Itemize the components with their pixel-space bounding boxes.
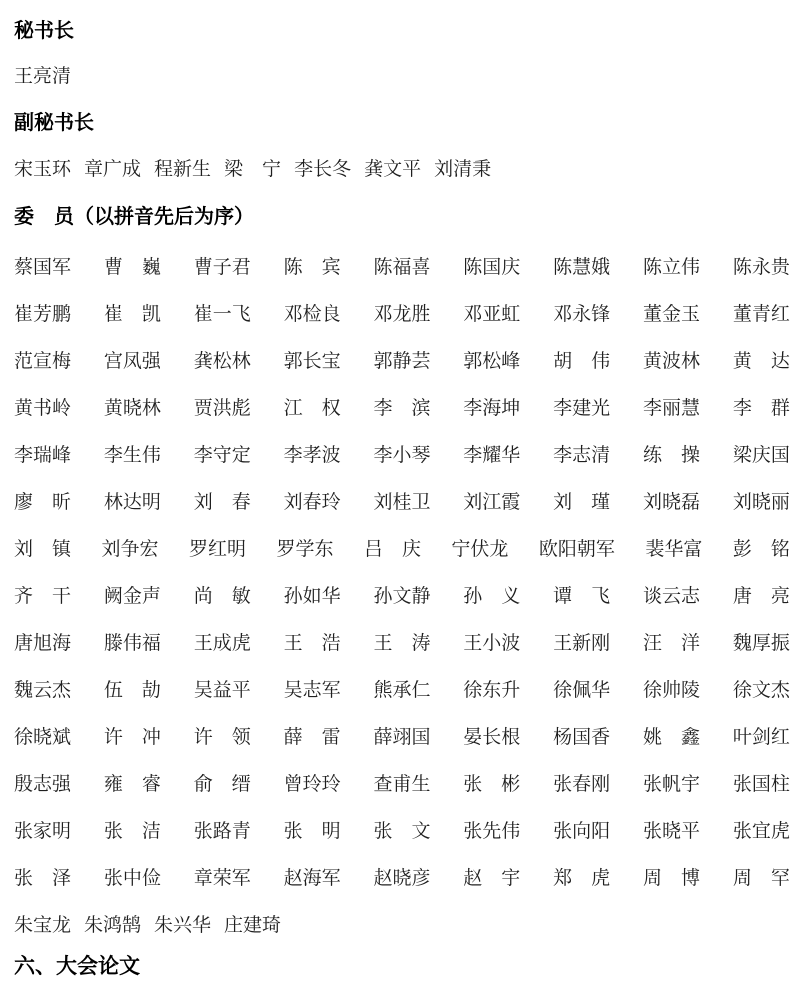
person-name: 王 浩 (283, 633, 341, 654)
person-name: 李海坤 (463, 398, 521, 419)
person-name: 刘争宏 (101, 539, 159, 560)
person-name: 陈福喜 (373, 257, 431, 278)
person-name: 李生伟 (103, 445, 161, 466)
person-name: 滕伟福 (103, 633, 161, 654)
person-name: 邓永锋 (553, 304, 611, 325)
person-name: 王小波 (463, 633, 521, 654)
person-name: 黄 达 (732, 351, 790, 372)
person-name: 刘江霞 (463, 492, 521, 513)
member-row (14, 383, 790, 430)
person-name: 朱鸿鹄 (84, 915, 142, 936)
person-name: 陈 宾 (283, 257, 341, 278)
person-name: 赵海军 (283, 868, 341, 889)
member-row (14, 336, 790, 383)
person-name: 唐 亮 (732, 586, 790, 607)
member-row (14, 524, 790, 571)
person-name: 张 泽 (14, 868, 72, 889)
member-row (14, 712, 790, 759)
person-name: 郭长宝 (283, 351, 341, 372)
person-name: 张向阳 (553, 821, 611, 842)
person-name: 王新刚 (553, 633, 611, 654)
person-name: 齐 干 (14, 586, 72, 607)
person-name: 章荣军 (193, 868, 251, 889)
person-name: 张 文 (373, 821, 431, 842)
person-name: 邓亚虹 (463, 304, 521, 325)
person-name: 庄建琦 (224, 915, 282, 936)
person-name: 郭静芸 (373, 351, 431, 372)
person-name: 叶剑红 (732, 727, 790, 748)
person-name: 尚 敏 (193, 586, 251, 607)
person-name: 李耀华 (463, 445, 521, 466)
person-name: 刘晓磊 (643, 492, 701, 513)
heading-conference-papers: 六、大会论文 (14, 955, 140, 978)
person-name: 罗学东 (276, 539, 334, 560)
person-name: 周 博 (643, 868, 701, 889)
person-name: 李志清 (553, 445, 611, 466)
member-row (14, 853, 790, 900)
person-name: 刘桂卫 (373, 492, 431, 513)
person-name: 蔡国军 (14, 257, 72, 278)
person-name: 曹子君 (193, 257, 251, 278)
member-name-list (14, 242, 790, 947)
person-name: 张春刚 (553, 774, 611, 795)
person-name: 张帆宇 (643, 774, 701, 795)
person-name: 许 领 (193, 727, 251, 748)
person-name: 俞 缙 (193, 774, 251, 795)
person-name: 刘 春 (193, 492, 251, 513)
member-row (14, 759, 790, 806)
person-name: 贾洪彪 (193, 398, 251, 419)
person-name: 薛翊国 (373, 727, 431, 748)
person-name: 李瑞峰 (14, 445, 72, 466)
person-name: 裴华富 (645, 539, 703, 560)
person-name: 刘晓丽 (732, 492, 790, 513)
member-row (14, 430, 790, 477)
person-name: 程新生 (154, 159, 212, 180)
person-name: 徐帅陵 (643, 680, 701, 701)
person-name: 陈慧娥 (553, 257, 611, 278)
person-name: 李丽慧 (643, 398, 701, 419)
person-name: 杨国香 (553, 727, 611, 748)
person-name: 李建光 (553, 398, 611, 419)
person-name: 姚 鑫 (643, 727, 701, 748)
person-name: 彭 铭 (732, 539, 790, 560)
person-name: 张 洁 (103, 821, 161, 842)
person-name: 吴益平 (193, 680, 251, 701)
member-row (14, 806, 790, 853)
person-name: 周 罕 (732, 868, 790, 889)
person-name: 曹 巍 (103, 257, 161, 278)
person-name: 欧阳朝军 (538, 539, 615, 560)
member-row (14, 242, 790, 289)
person-name: 宫凤强 (103, 351, 161, 372)
person-name: 练 操 (643, 445, 701, 466)
person-name: 晏长根 (463, 727, 521, 748)
person-name: 董青红 (732, 304, 790, 325)
person-name: 张国柱 (732, 774, 790, 795)
person-name: 徐文杰 (732, 680, 790, 701)
person-name: 孙文静 (373, 586, 431, 607)
person-name: 宋玉环 (14, 159, 72, 180)
person-name: 崔一飞 (193, 304, 251, 325)
person-name: 吕 庆 (363, 539, 421, 560)
person-name: 梁 宁 (224, 159, 282, 180)
person-name: 刘清秉 (434, 159, 492, 180)
person-name: 张家明 (14, 821, 72, 842)
person-name: 张中俭 (103, 868, 161, 889)
person-name: 刘 瑾 (553, 492, 611, 513)
deputy-secretary-general-names (14, 157, 790, 183)
person-name: 雍 睿 (103, 774, 161, 795)
person-name: 谈云志 (643, 586, 701, 607)
person-name: 张 明 (283, 821, 341, 842)
person-name: 徐东升 (463, 680, 521, 701)
person-name: 邓检良 (283, 304, 341, 325)
person-name: 张路青 (193, 821, 251, 842)
person-name: 黄书岭 (14, 398, 72, 419)
person-name: 朱宝龙 (14, 915, 72, 936)
person-name: 唐旭海 (14, 633, 72, 654)
person-name: 张 彬 (463, 774, 521, 795)
person-name: 郭松峰 (463, 351, 521, 372)
person-name: 孙如华 (283, 586, 341, 607)
person-name: 查甫生 (373, 774, 431, 795)
person-name: 谭 飞 (553, 586, 611, 607)
member-row (14, 618, 790, 665)
person-name: 江 权 (283, 398, 341, 419)
person-name: 董金玉 (643, 304, 701, 325)
person-name: 魏云杰 (14, 680, 72, 701)
person-name: 李孝波 (283, 445, 341, 466)
person-name: 章广成 (84, 159, 142, 180)
person-name: 朱兴华 (154, 915, 212, 936)
person-name: 崔芳鹏 (14, 304, 72, 325)
person-name: 赵晓彦 (373, 868, 431, 889)
person-name: 李长冬 (294, 159, 352, 180)
person-name: 孙 义 (463, 586, 521, 607)
person-name: 陈立伟 (643, 257, 701, 278)
person-name: 张宜虎 (732, 821, 790, 842)
person-name: 郑 虎 (553, 868, 611, 889)
secretary-general-names (14, 64, 790, 90)
person-name: 邓龙胜 (373, 304, 431, 325)
person-name: 廖 昕 (14, 492, 72, 513)
member-row (14, 289, 790, 336)
person-name: 汪 洋 (643, 633, 701, 654)
person-name: 魏厚振 (732, 633, 790, 654)
person-name: 赵 宇 (463, 868, 521, 889)
person-name: 薛 雷 (283, 727, 341, 748)
heading-members: 委 员（以拼音先后为序） (14, 206, 254, 228)
person-name: 李 群 (732, 398, 790, 419)
person-name: 阙金声 (103, 586, 161, 607)
person-name: 李小琴 (373, 445, 431, 466)
person-name: 黄晓林 (103, 398, 161, 419)
person-name: 吴志军 (283, 680, 341, 701)
person-name: 黄波林 (643, 351, 701, 372)
member-row (14, 665, 790, 712)
person-name: 刘 镇 (14, 539, 72, 560)
person-name: 龚松林 (193, 351, 251, 372)
person-name: 李 滨 (373, 398, 431, 419)
person-name: 徐佩华 (553, 680, 611, 701)
member-row (14, 571, 790, 618)
person-name: 陈永贵 (732, 257, 790, 278)
person-name: 李守定 (193, 445, 251, 466)
person-name: 梁庆国 (732, 445, 790, 466)
person-name: 龚文平 (364, 159, 422, 180)
person-name: 王亮清 (14, 66, 72, 87)
person-name: 曾玲玲 (283, 774, 341, 795)
person-name: 徐晓斌 (14, 727, 72, 748)
person-name: 许 冲 (103, 727, 161, 748)
heading-secretary-general: 秘书长 (14, 20, 74, 42)
member-row (14, 477, 790, 524)
member-row (14, 900, 790, 947)
heading-deputy-secretary-general: 副秘书长 (14, 112, 94, 134)
person-name: 宁伏龙 (451, 539, 509, 560)
person-name: 王 涛 (373, 633, 431, 654)
person-name: 张先伟 (463, 821, 521, 842)
person-name: 陈国庆 (463, 257, 521, 278)
person-name: 范宣梅 (14, 351, 72, 372)
person-name: 张晓平 (643, 821, 701, 842)
person-name: 林达明 (103, 492, 161, 513)
person-name: 胡 伟 (553, 351, 611, 372)
person-name: 伍 劼 (103, 680, 161, 701)
person-name: 刘春玲 (283, 492, 341, 513)
person-name: 崔 凯 (103, 304, 161, 325)
person-name: 王成虎 (193, 633, 251, 654)
person-name: 熊承仁 (373, 680, 431, 701)
person-name: 殷志强 (14, 774, 72, 795)
person-name: 罗红明 (188, 539, 246, 560)
